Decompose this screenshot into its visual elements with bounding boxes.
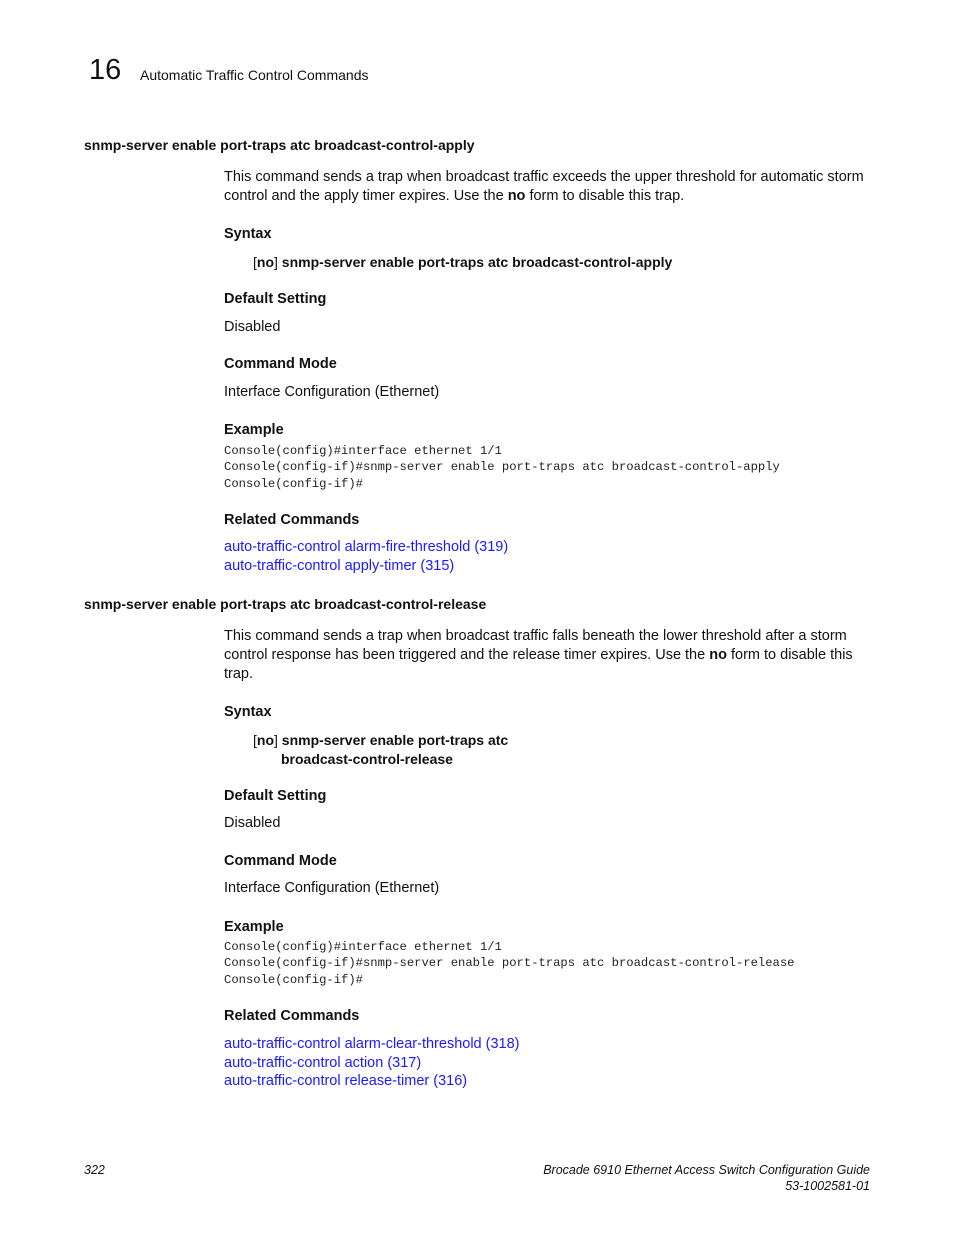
command-mode-heading-release: Command Mode	[224, 853, 337, 869]
related-commands-list-release	[224, 1035, 520, 1091]
syntax-line-apply: [no] snmp-server enable port-traps atc broadcast-control-apply	[253, 254, 673, 270]
chapter-number: 16	[89, 54, 122, 86]
related-commands-list-apply	[224, 538, 508, 575]
syntax-line-release: [no] snmp-server enable port-traps atc broadcast-control-release	[253, 732, 509, 767]
related-link-release-timer[interactable]: auto-traffic-control release-timer (316)	[224, 1073, 468, 1090]
syntax-heading-release: Syntax	[224, 704, 272, 720]
code-line: Console(config-if)#snmp-server enable port-traps atc broadcast-control-apply	[224, 460, 780, 475]
command-mode-value-release: Interface Configuration (Ethernet)	[224, 880, 440, 896]
code-line: Console(config)#interface ethernet 1/1	[224, 444, 502, 458]
related-link-alarm-clear-threshold[interactable]: auto-traffic-control alarm-clear-threshold (318)	[224, 1036, 520, 1052]
page-number: 322	[84, 1163, 105, 1177]
related-link-action[interactable]: auto-traffic-control action (317)	[224, 1054, 422, 1071]
default-setting-heading-apply: Default Setting	[224, 291, 327, 307]
syntax-heading-apply: Syntax	[224, 226, 272, 242]
related-link-alarm-fire-threshold[interactable]: auto-traffic-control alarm-fire-threshold (319)	[224, 539, 509, 555]
command-description-apply: This command sends a trap when broadcast traffic exceeds the upper threshold for automatic storm control and the apply timer expires. Use the no form to disable this trap.	[224, 169, 864, 204]
related-link-apply-timer[interactable]: auto-traffic-control apply-timer (315)	[224, 557, 455, 574]
related-commands-heading-release: Related Commands	[224, 1008, 360, 1024]
default-setting-heading-release: Default Setting	[224, 788, 327, 804]
chapter-title: Automatic Traffic Control Commands	[140, 67, 369, 83]
example-heading-release: Example	[224, 919, 284, 935]
command-heading-release: snmp-server enable port-traps atc broadcast-control-release	[84, 596, 487, 612]
command-heading-apply: snmp-server enable port-traps atc broadcast-control-apply	[84, 137, 475, 153]
related-commands-heading-apply: Related Commands	[224, 512, 360, 528]
default-setting-value-release: Disabled	[224, 815, 281, 831]
code-line: Console(config-if)#	[224, 972, 363, 987]
command-mode-value-apply: Interface Configuration (Ethernet)	[224, 384, 440, 400]
guide-title: Brocade 6910 Ethernet Access Switch Configuration Guide	[543, 1163, 870, 1177]
code-line: Console(config-if)#	[224, 476, 363, 491]
example-code-apply	[224, 443, 780, 492]
document-number: 53-1002581-01	[785, 1179, 870, 1193]
example-heading-apply: Example	[224, 422, 284, 438]
code-line: Console(config-if)#snmp-server enable port-traps atc broadcast-control-release	[224, 956, 795, 971]
command-mode-heading-apply: Command Mode	[224, 356, 337, 372]
command-description-release: This command sends a trap when broadcast traffic falls beneath the lower threshold after a storm control response has been triggered and the release timer expires. Use the no form to disable this trap.	[224, 628, 853, 682]
example-code-release	[224, 939, 794, 988]
default-setting-value-apply: Disabled	[224, 319, 281, 335]
code-line: Console(config)#interface ethernet 1/1	[224, 940, 502, 954]
